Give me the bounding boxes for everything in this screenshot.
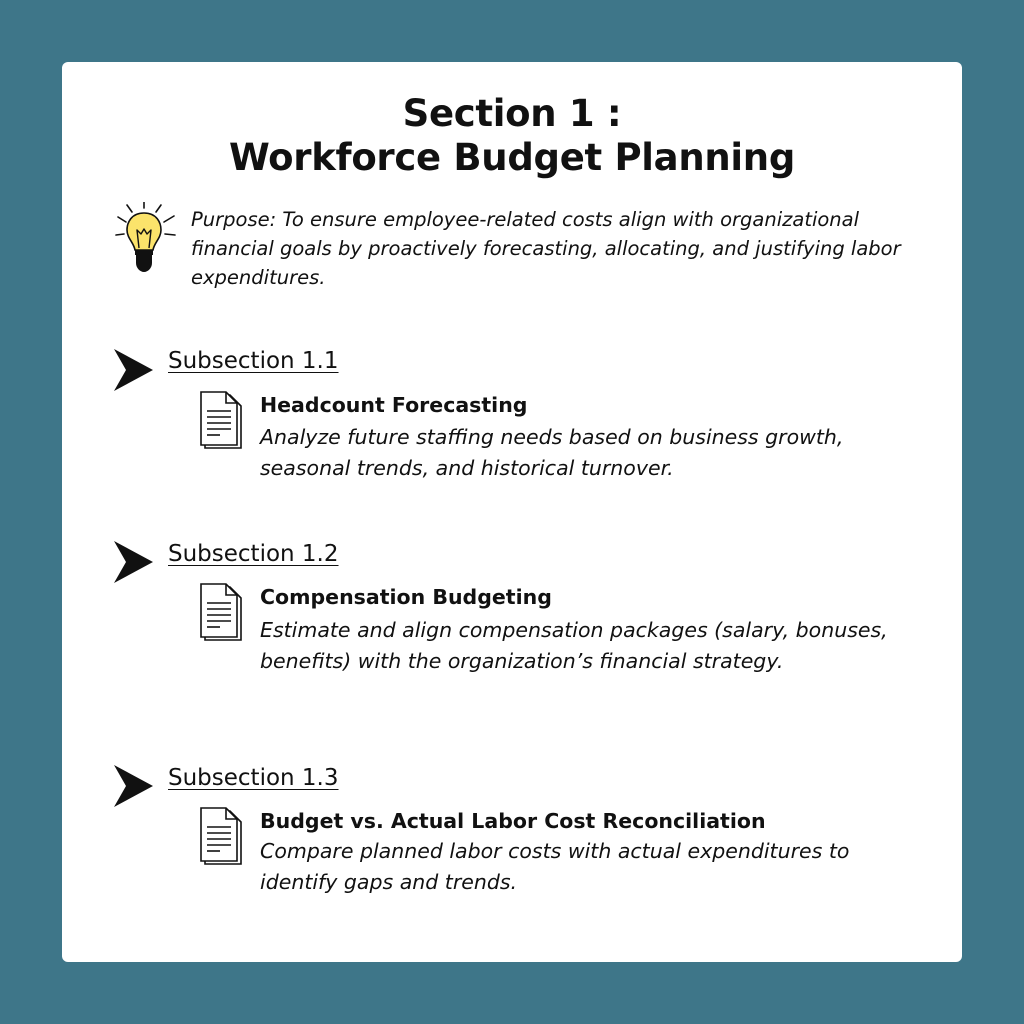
purpose-text: Purpose: To ensure employee-related costs align with organizational financial goals by proactively forecasting, allocating, and justifying labor expenditures. [191, 208, 901, 289]
document-icon [198, 807, 244, 867]
arrow-right-icon [112, 764, 154, 808]
arrow-right-icon [112, 540, 154, 584]
subsection-3-title: Budget vs. Actual Labor Cost Reconciliation [260, 809, 766, 833]
subsection-1-label: Subsection 1.1 [168, 348, 339, 374]
subsection-3-description: Compare planned labor costs with actual expenditures to identify gaps and trends. [260, 839, 850, 894]
lightbulb-icon [114, 202, 180, 280]
subsection-2-description: Estimate and align compensation packages (salary, bonuses, benefits) with the organization’s financial strategy. [260, 618, 888, 673]
subsection-1-title: Headcount Forecasting [260, 393, 528, 417]
arrow-right-icon [112, 348, 154, 392]
content-card [62, 62, 962, 962]
subsection-3-label: Subsection 1.3 [168, 765, 339, 791]
title-line-1: Section 1 : [402, 92, 622, 135]
document-icon [198, 583, 244, 643]
subsection-2-label: Subsection 1.2 [168, 541, 339, 567]
subsection-1-description: Analyze future staffing needs based on business growth, seasonal trends, and historical turnover. [260, 425, 844, 480]
page-title [62, 92, 962, 180]
subsection-2-title: Compensation Budgeting [260, 585, 552, 609]
title-line-2: Workforce Budget Planning [228, 136, 796, 179]
document-icon [198, 391, 244, 451]
